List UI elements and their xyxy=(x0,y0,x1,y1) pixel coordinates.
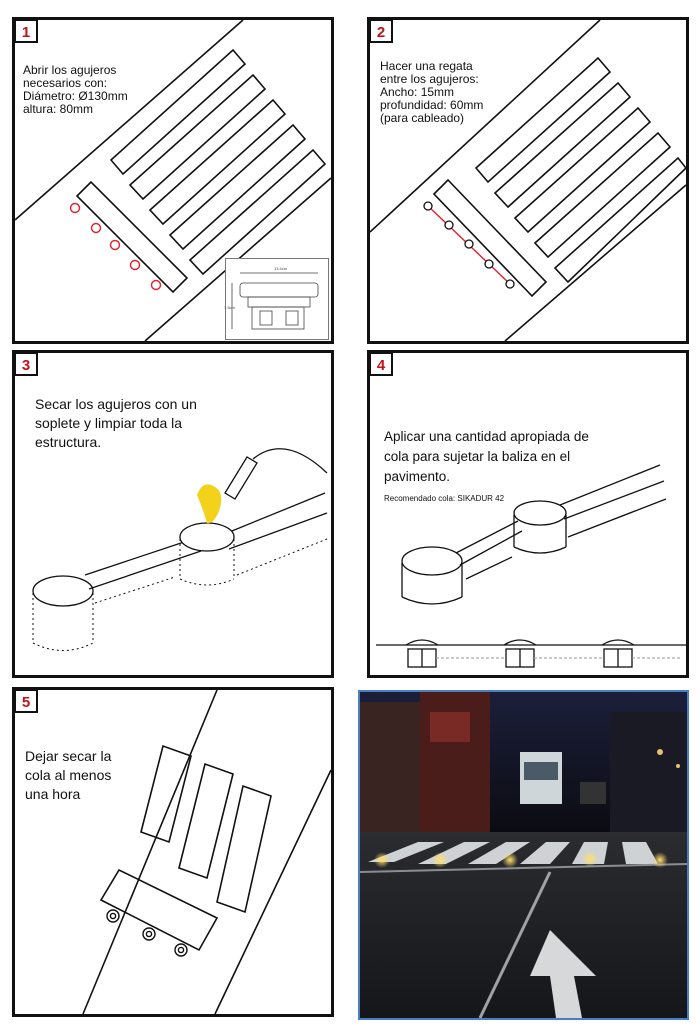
step-1-text: Abrir los agujeros necesarios con: Diámetro: Ø130mm altura: 80mm xyxy=(23,63,128,116)
step-4-panel xyxy=(367,350,689,678)
step-2-number: 2 xyxy=(369,19,393,43)
step-5-number: 5 xyxy=(14,689,38,713)
step-4-text xyxy=(384,407,684,509)
step-1-number: 1 xyxy=(14,19,38,43)
step-5-crosswalk-drawing xyxy=(15,690,331,1014)
step-4-recommended-glue: Recomendado cola: SIKADUR 42 xyxy=(384,494,505,503)
hole-markers xyxy=(71,204,161,290)
step-4-glue-drawing xyxy=(370,353,686,675)
step-3-text: Secar los agujeros con un soplete y limpiar toda la estructura. xyxy=(35,396,197,450)
night-crosswalk-photo xyxy=(358,690,689,1020)
beacon-1 xyxy=(406,640,438,667)
step-4-number: 4 xyxy=(369,352,393,376)
step-2-text: Hacer una regata entre los agujeros: Ancho: 15mm profundidad: 60mm (para cableado) xyxy=(380,59,484,125)
step-3-panel xyxy=(12,350,334,678)
dim-width-label: 13.4cm xyxy=(274,266,288,271)
beacon-2 xyxy=(504,640,536,667)
beacon-3 xyxy=(602,640,634,667)
step-5-text: Dejar secar la cola al menos una hora xyxy=(25,748,112,802)
dim-height-label: 7.5cm xyxy=(224,305,235,310)
step-4-main-text: Aplicar una cantidad apropiada de cola para sujetar la baliza en el pavimento. xyxy=(384,429,589,484)
beacon-dimension-inset xyxy=(225,258,329,340)
step-3-number: 3 xyxy=(14,352,38,376)
flame-icon xyxy=(197,484,221,523)
installed-beacons xyxy=(107,910,187,956)
step-1-panel xyxy=(12,17,334,344)
step-2-panel xyxy=(367,17,689,344)
step-5-panel xyxy=(12,687,334,1017)
